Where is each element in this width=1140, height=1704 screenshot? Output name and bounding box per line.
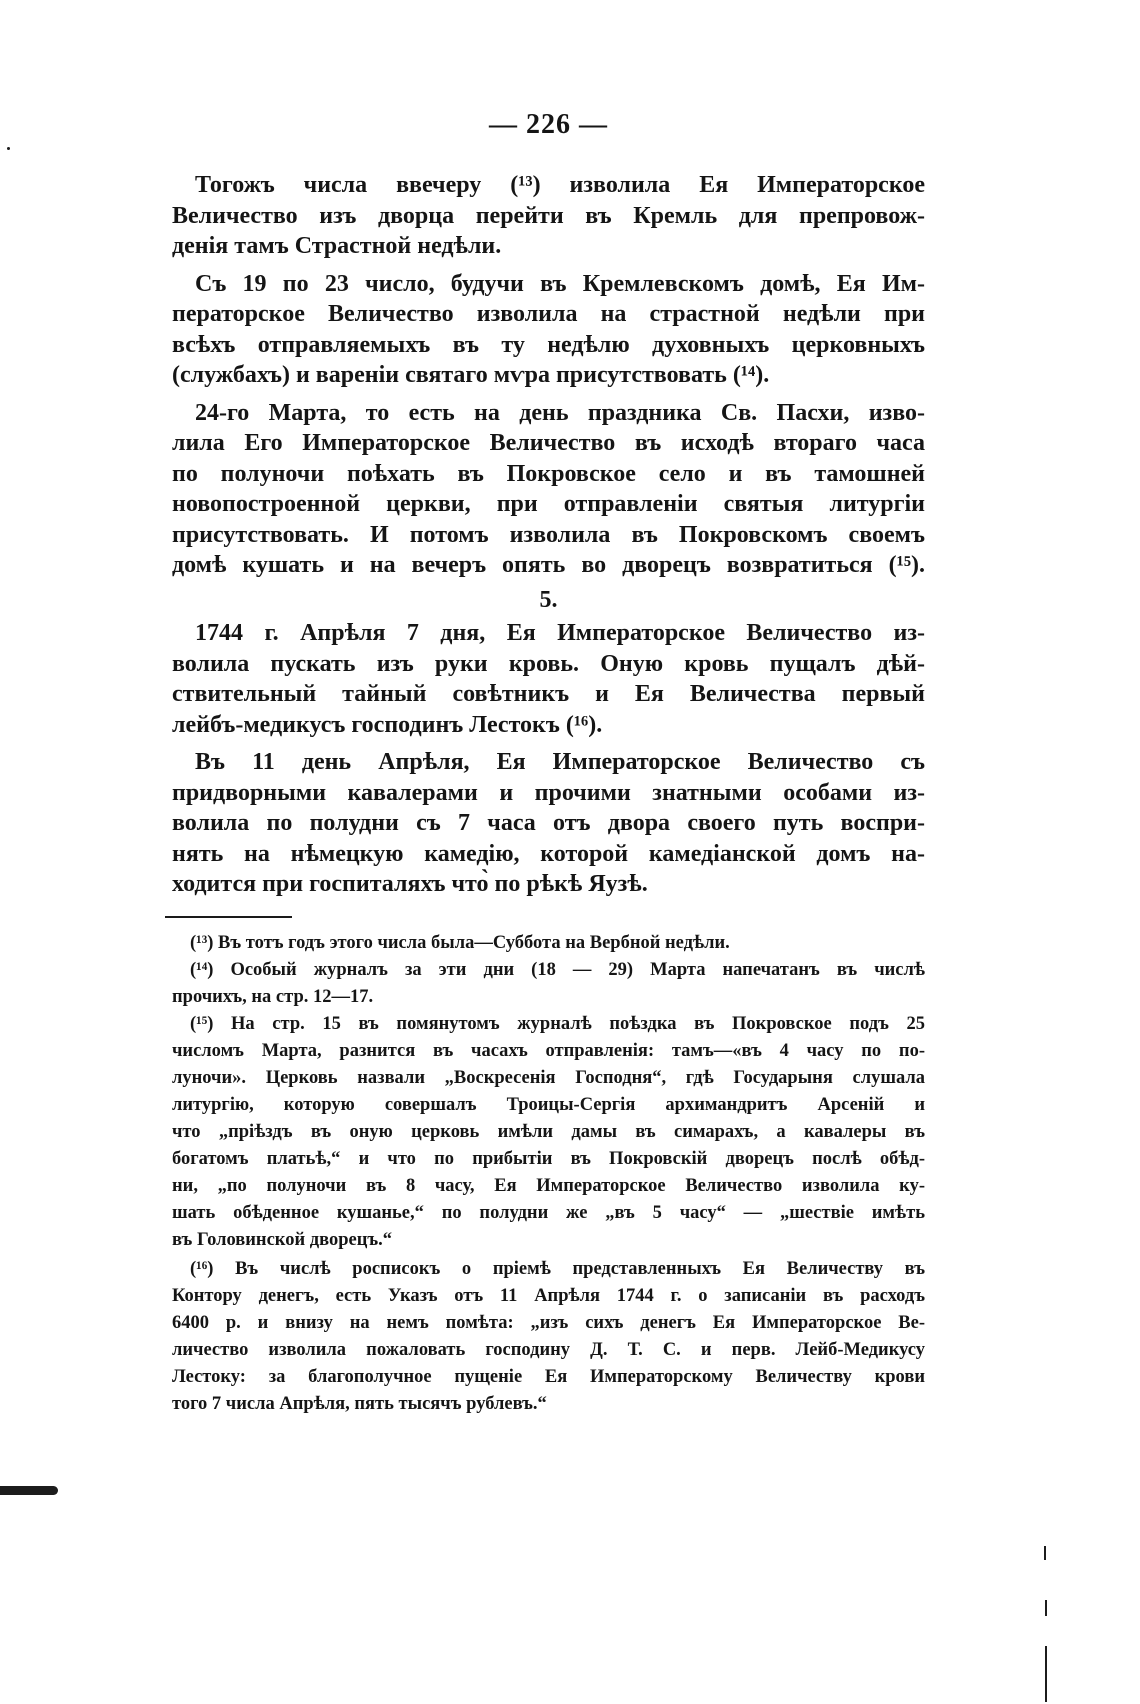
footnote-line: того 7 числа Апрѣля, пять тысячъ рублевъ.“: [172, 1394, 547, 1414]
text-line: нять на нѣмецкую камедію, которой камедіанской домъ на-: [172, 840, 925, 867]
text-line: 24-го Марта, то есть на день праздника Св. Пасхи, изво-: [195, 399, 925, 426]
text-line: ствительный тайный совѣтникъ и Ея Величества первый: [172, 681, 925, 707]
page-number: — 226 —: [489, 109, 608, 140]
text-line: волила по полудни съ 7 часа отъ двора своего путь воспри-: [172, 810, 925, 836]
footnote-line: шать обѣденное кушанье,“ по полудни же „въ 5 часу“ — „шествіе имѣть: [172, 1203, 925, 1223]
footnote: [172, 930, 925, 957]
footnote-line: что „пріѣздъ въ оную церковь имѣли дамы въ симарахъ, а кавалеры въ: [172, 1122, 925, 1142]
footnote-line: личество изволила пожаловать господину Д. Т. С. и перв. Лейб-Медикусу: [172, 1340, 925, 1360]
text-line: ператорское Величество изволила на страстной недѣли при: [172, 301, 925, 327]
footnote: [172, 1256, 925, 1418]
footnote-line: въ Головинской дворецъ.“: [172, 1230, 393, 1250]
footnote-line: Контору денегъ, есть Указъ отъ 11 Апрѣля 1744 г. о записаніи въ расходъ: [172, 1286, 925, 1306]
paragraph: [172, 747, 925, 900]
paragraph: [172, 269, 925, 391]
text-line: придворными кавалерами и прочими знатными особами из-: [172, 779, 925, 806]
footnote: [172, 1011, 925, 1254]
paragraph: [172, 398, 925, 581]
footnote-line: литургію, которую совершалъ Троицы-Сергія архимандритъ Арсеній и: [172, 1095, 925, 1115]
text-line: Тогожъ числа ввечеру (¹³) изволила Ея Императорское: [195, 172, 925, 198]
main-text: [172, 170, 925, 900]
text-line: (службахъ) и вареніи святаго мѵра присутствовать (¹⁴).: [172, 362, 770, 388]
text-line: домѣ кушать и на вечеръ опять во дворецъ возвратиться (¹⁵).: [172, 552, 925, 578]
footnote: [172, 957, 925, 1011]
text-line: новопостроенной церкви, при отправленіи святыя литургіи: [172, 491, 925, 517]
footnote-line: (¹⁵) На стр. 15 въ помянутомъ журналѣ поѣздка въ Покровское подъ 25: [190, 1014, 925, 1034]
text-line: всѣхъ отправляемыхъ въ ту недѣлю духовныхъ церковныхъ: [172, 331, 925, 358]
footnote-rule: [165, 916, 292, 918]
text-line: лила Его Императорское Величество въ исходѣ втораго часа: [172, 430, 925, 456]
paragraph: [172, 618, 925, 740]
footnote-line: 6400 р. и внизу на немъ помѣта: „изъ сихъ денегъ Ея Императорское Ве-: [172, 1313, 925, 1333]
text-line: денія тамъ Страстной недѣли.: [172, 233, 502, 259]
text-line: присутствовать. И потомъ изволила въ Покровскомъ своемъ: [172, 521, 925, 548]
scan-mark-edge: [1044, 1546, 1046, 1560]
footnote-line: ни, „по полуночи въ 8 часу, Ея Императорское Величество изволила ку-: [172, 1176, 925, 1196]
scan-mark-edge: [1045, 1600, 1047, 1616]
footnote-line: (¹⁴) Особый журналъ за эти дни (18 — 29) Марта напечатанъ въ числѣ: [190, 960, 925, 980]
text-line: Въ 11 день Апрѣля, Ея Императорское Величество съ: [195, 749, 925, 775]
scan-mark-edge: [1045, 1646, 1047, 1702]
text-line: волила пускать изъ руки кровь. Оную кровь пущалъ дѣй-: [172, 650, 925, 677]
footnote-line: прочихъ, на стр. 12—17.: [172, 987, 374, 1007]
paragraph: [172, 170, 925, 262]
text-line: по полуночи поѣхать въ Покровское село и въ тамошней: [172, 460, 925, 487]
text-line: лейбъ-медикусъ господинъ Лестокъ (¹⁶).: [172, 711, 603, 738]
footnote-line: числомъ Марта, разнится въ часахъ отправленія: тамъ—«въ 4 часу по по-: [172, 1041, 925, 1061]
footnotes: [172, 930, 925, 1418]
scan-speck: [7, 147, 10, 150]
footnote-line: (¹⁶) Въ числѣ росписокъ о пріемѣ представленныхъ Ея Величеству въ: [190, 1259, 925, 1279]
scan-mark-left: [0, 1486, 58, 1495]
text-line: ходится при госпиталяхъ что̀ по рѣкѣ Яузѣ.: [172, 871, 648, 897]
text-line: Съ 19 по 23 число, будучи въ Кремлевскомъ домѣ, Ея Им-: [195, 270, 925, 297]
footnote-line: Лестоку: за благополучное пущеніе Ея Императорскому Величеству крови: [172, 1367, 925, 1387]
footnote-line: (¹³) Въ тотъ годъ этого числа была—Суббота на Вербной недѣли.: [190, 933, 730, 953]
text-line: 1744 г. Апрѣля 7 дня, Ея Императорское Величество из-: [195, 620, 925, 646]
text-line: Величество изъ дворца перейти въ Кремль для препровож-: [172, 202, 925, 229]
section-number: 5.: [539, 586, 558, 613]
footnote-line: луночи». Церковь назвали „Воскресенія Господня“, гдѣ Государыня слушала: [172, 1068, 925, 1088]
footnote-line: богатомъ платьѣ,“ и что по прибытіи въ Покровскій дворецъ послѣ обѣд-: [172, 1149, 925, 1169]
